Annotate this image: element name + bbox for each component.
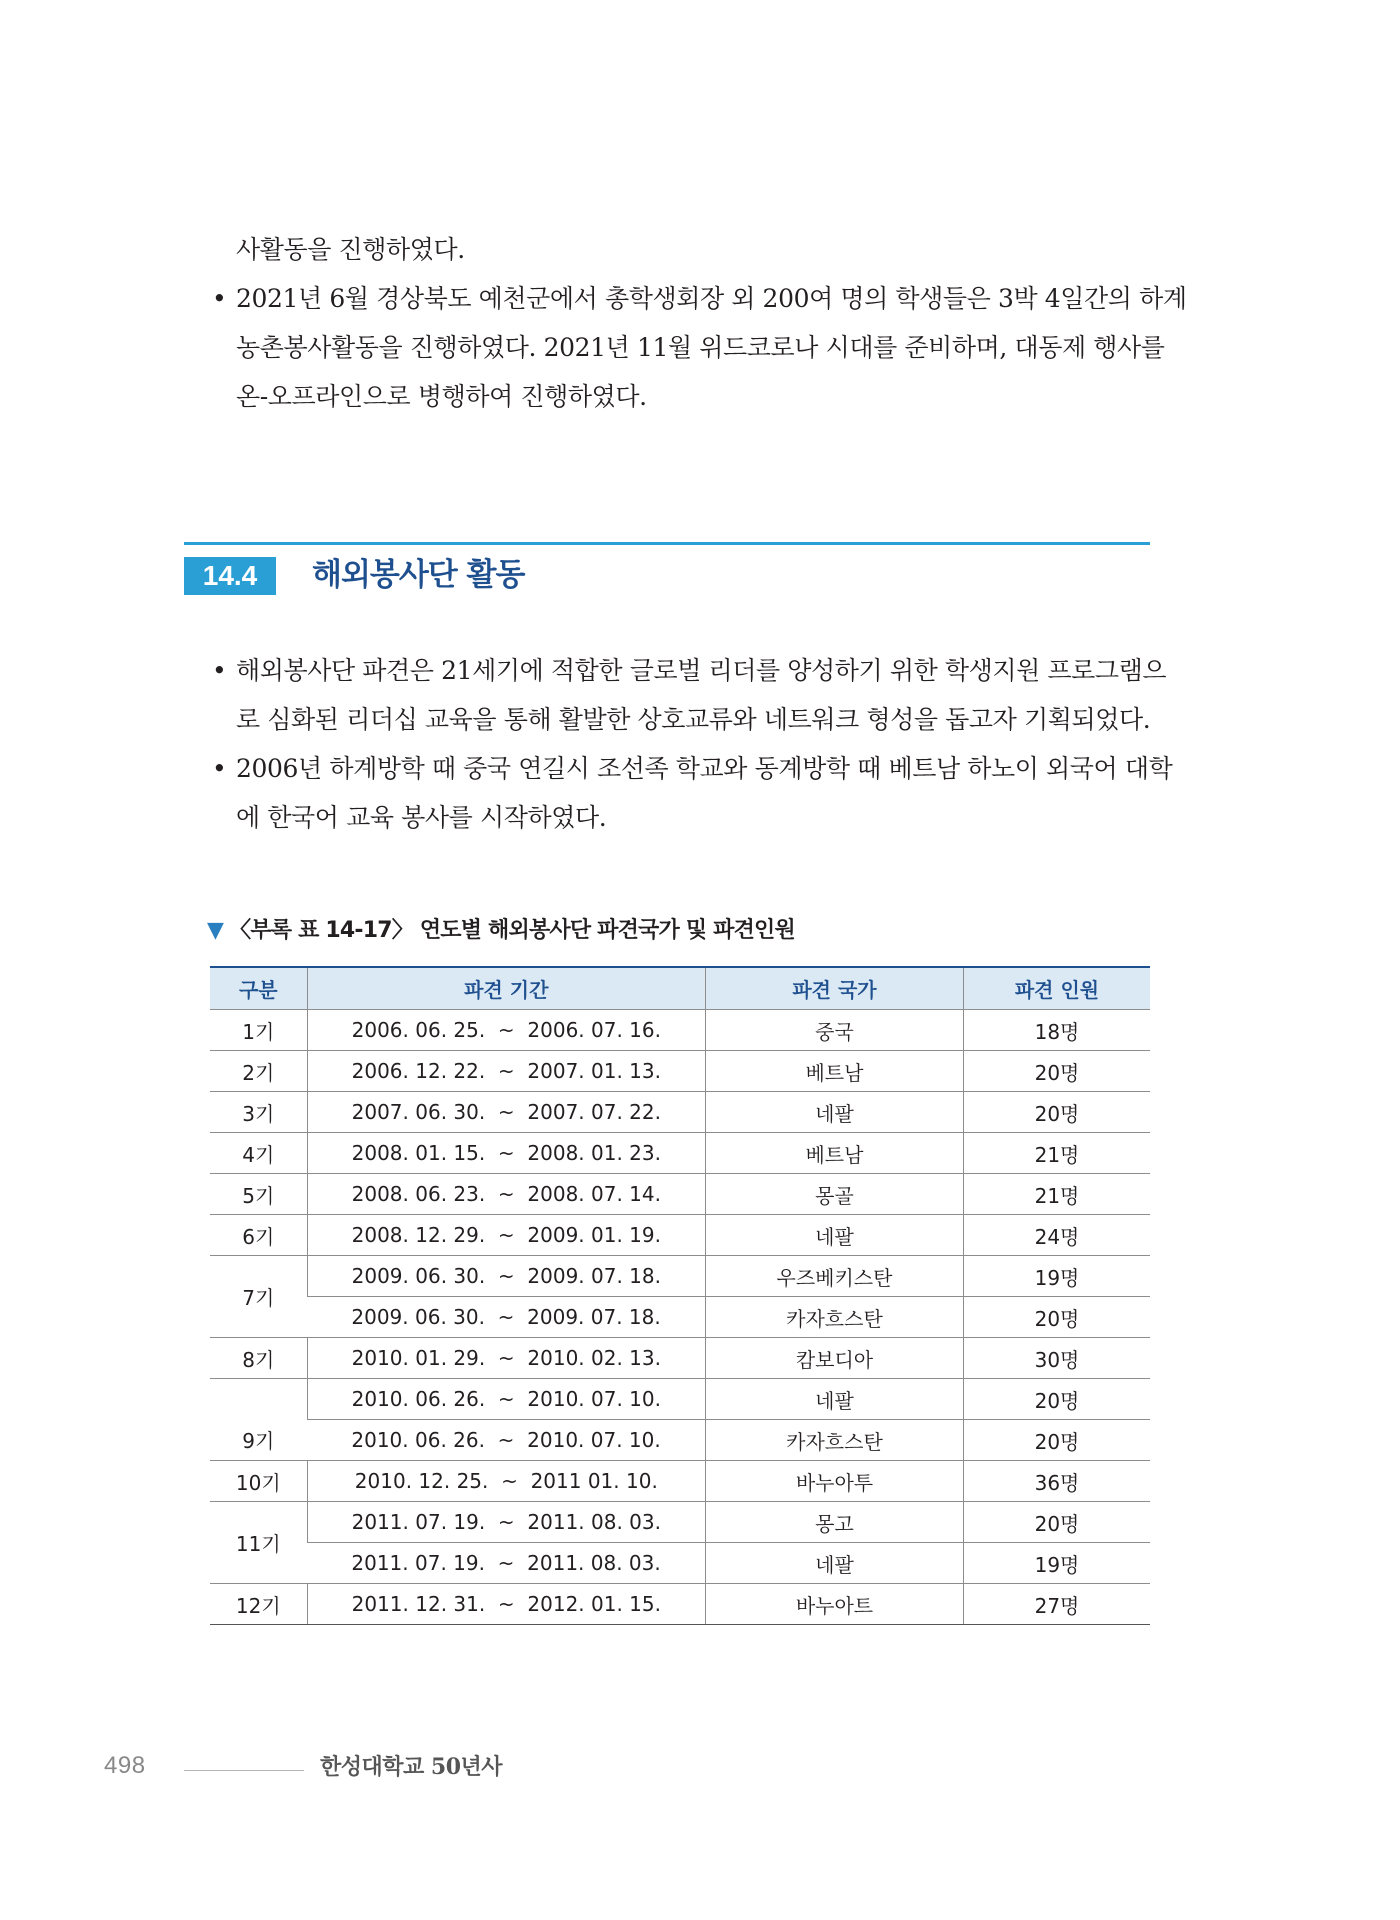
cell-country: 베트남 [705,1133,963,1174]
cell-people: 19명 [963,1256,1150,1297]
table-caption [207,914,795,948]
cell-people: 21명 [963,1174,1150,1215]
section-title: 해외봉사단 활동 [312,557,525,593]
cell-people: 20명 [963,1379,1150,1420]
table-row [210,1092,1150,1133]
table-row [210,1051,1150,1092]
cell-people: 20명 [963,1092,1150,1133]
bullet-marker: • [212,656,227,685]
header-gu: 구분 [210,967,307,1010]
overseas-1-line-2: 로 심화된 리더십 교육을 통해 활발한 상호교류와 네트워크 형성을 돕고자 기획되었다. [236,705,1151,734]
table-row [210,1174,1150,1215]
cell-people: 24명 [963,1215,1150,1256]
bullet-marker: • [212,754,227,783]
footer-rule [184,1770,304,1771]
header-people: 파견 인원 [963,967,1150,1010]
cell-gu: 4기 [210,1133,307,1174]
cell-people: 36명 [963,1461,1150,1502]
header-period: 파견 기간 [307,967,705,1010]
cell-people: 19명 [963,1543,1150,1584]
overseas-1-line-1: 해외봉사단 파견은 21세기에 적합한 글로벌 리더를 양성하기 위한 학생지원 프로그램으 [236,656,1167,685]
table-row [210,1502,1150,1543]
table-row [210,1420,1150,1461]
bullet-item-2021 [212,274,1187,421]
cell-period: 2008. 12. 29. ~ 2009. 01. 19. [307,1215,705,1256]
cell-gu: 2기 [210,1051,307,1092]
cell-country: 네팔 [705,1092,963,1133]
bullet-item-overseas-2 [212,744,1173,842]
table-row [210,1461,1150,1502]
cell-period: 2010. 06. 26. ~ 2010. 07. 10. [307,1420,705,1461]
cell-period: 2009. 06. 30. ~ 2009. 07. 18. [307,1256,705,1297]
section-number: 14.4 [184,557,276,595]
cell-gu: 6기 [210,1215,307,1256]
cell-gu: 9기 [210,1379,307,1461]
cell-gu: 11기 [210,1502,307,1584]
cell-period: 2010. 01. 29. ~ 2010. 02. 13. [307,1338,705,1379]
cell-period: 2006. 12. 22. ~ 2007. 01. 13. [307,1051,705,1092]
overseas-2-line-2: 에 한국어 교육 봉사를 시작하였다. [236,803,607,832]
bullet-2021-line-2: 농촌봉사활동을 진행하였다. 2021년 11월 위드코로나 시대를 준비하며, 대동제 행사를 [236,333,1165,362]
cell-country: 네팔 [705,1379,963,1420]
cell-period: 2011. 07. 19. ~ 2011. 08. 03. [307,1502,705,1543]
cell-period: 2007. 06. 30. ~ 2007. 07. 22. [307,1092,705,1133]
triangle-down-icon: ▼ [207,918,224,943]
table-row [210,1584,1150,1625]
page-number: 498 [104,1752,146,1779]
cell-country: 베트남 [705,1051,963,1092]
cell-period: 2008. 01. 15. ~ 2008. 01. 23. [307,1133,705,1174]
cell-people: 20명 [963,1420,1150,1461]
cell-people: 18명 [963,1010,1150,1051]
table-row [210,1133,1150,1174]
table-row [210,1338,1150,1379]
cell-country: 우즈베키스탄 [705,1256,963,1297]
cell-period: 2010. 12. 25. ~ 2011 01. 10. [307,1461,705,1502]
cell-period: 2011. 12. 31. ~ 2012. 01. 15. [307,1584,705,1625]
cell-people: 20명 [963,1297,1150,1338]
table-row [210,1297,1150,1338]
table-row [210,1010,1150,1051]
cell-country: 중국 [705,1010,963,1051]
header-country: 파견 국가 [705,967,963,1010]
cell-period: 2011. 07. 19. ~ 2011. 08. 03. [307,1543,705,1584]
paragraph-2021 [212,225,1187,421]
cell-period: 2010. 06. 26. ~ 2010. 07. 10. [307,1379,705,1420]
table-header-row [210,967,1150,1010]
cell-country: 바누아투 [705,1461,963,1502]
cell-country: 몽골 [705,1174,963,1215]
cell-gu: 10기 [210,1461,307,1502]
book-title: 한성대학교 50년사 [320,1754,503,1780]
cell-country: 몽고 [705,1502,963,1543]
bullet-marker: • [212,284,227,313]
cell-gu: 7기 [210,1256,307,1338]
dispatch-table [210,966,1150,1625]
bullet-2021-line-3: 온-오프라인으로 병행하여 진행하였다. [236,382,647,411]
cell-country: 바누아트 [705,1584,963,1625]
bullet-item-overseas-1 [212,646,1167,744]
cell-gu: 3기 [210,1092,307,1133]
cell-country: 캄보디아 [705,1338,963,1379]
cell-country: 카자흐스탄 [705,1297,963,1338]
cell-gu: 8기 [210,1338,307,1379]
cell-gu: 12기 [210,1584,307,1625]
table-row [210,1543,1150,1584]
cell-country: 네팔 [705,1543,963,1584]
cell-period: 2008. 06. 23. ~ 2008. 07. 14. [307,1174,705,1215]
table-row [210,1256,1150,1297]
cell-people: 30명 [963,1338,1150,1379]
cell-people: 20명 [963,1502,1150,1543]
section-rule [184,542,1150,545]
table-row [210,1379,1150,1420]
cell-gu: 5기 [210,1174,307,1215]
cell-period: 2006. 06. 25. ~ 2006. 07. 16. [307,1010,705,1051]
cell-people: 20명 [963,1051,1150,1092]
table-caption-text: 〈부록 표 14-17〉 연도별 해외봉사단 파견국가 및 파견인원 [229,918,795,943]
bullet-2021-line-1: 2021년 6월 경상북도 예천군에서 총학생회장 외 200여 명의 학생들은 3박 4일간의 하계 [236,284,1187,313]
cell-gu: 1기 [210,1010,307,1051]
cell-people: 27명 [963,1584,1150,1625]
cell-people: 21명 [963,1133,1150,1174]
cell-period: 2009. 06. 30. ~ 2009. 07. 18. [307,1297,705,1338]
continuation-line: 사활동을 진행하였다. [236,235,465,264]
table-row [210,1215,1150,1256]
cell-country: 네팔 [705,1215,963,1256]
overseas-2-line-1: 2006년 하계방학 때 중국 연길시 조선족 학교와 동계방학 때 베트남 하노이 외국어 대학 [236,754,1173,783]
paragraph-overseas [212,646,1173,842]
cell-country: 카자흐스탄 [705,1420,963,1461]
